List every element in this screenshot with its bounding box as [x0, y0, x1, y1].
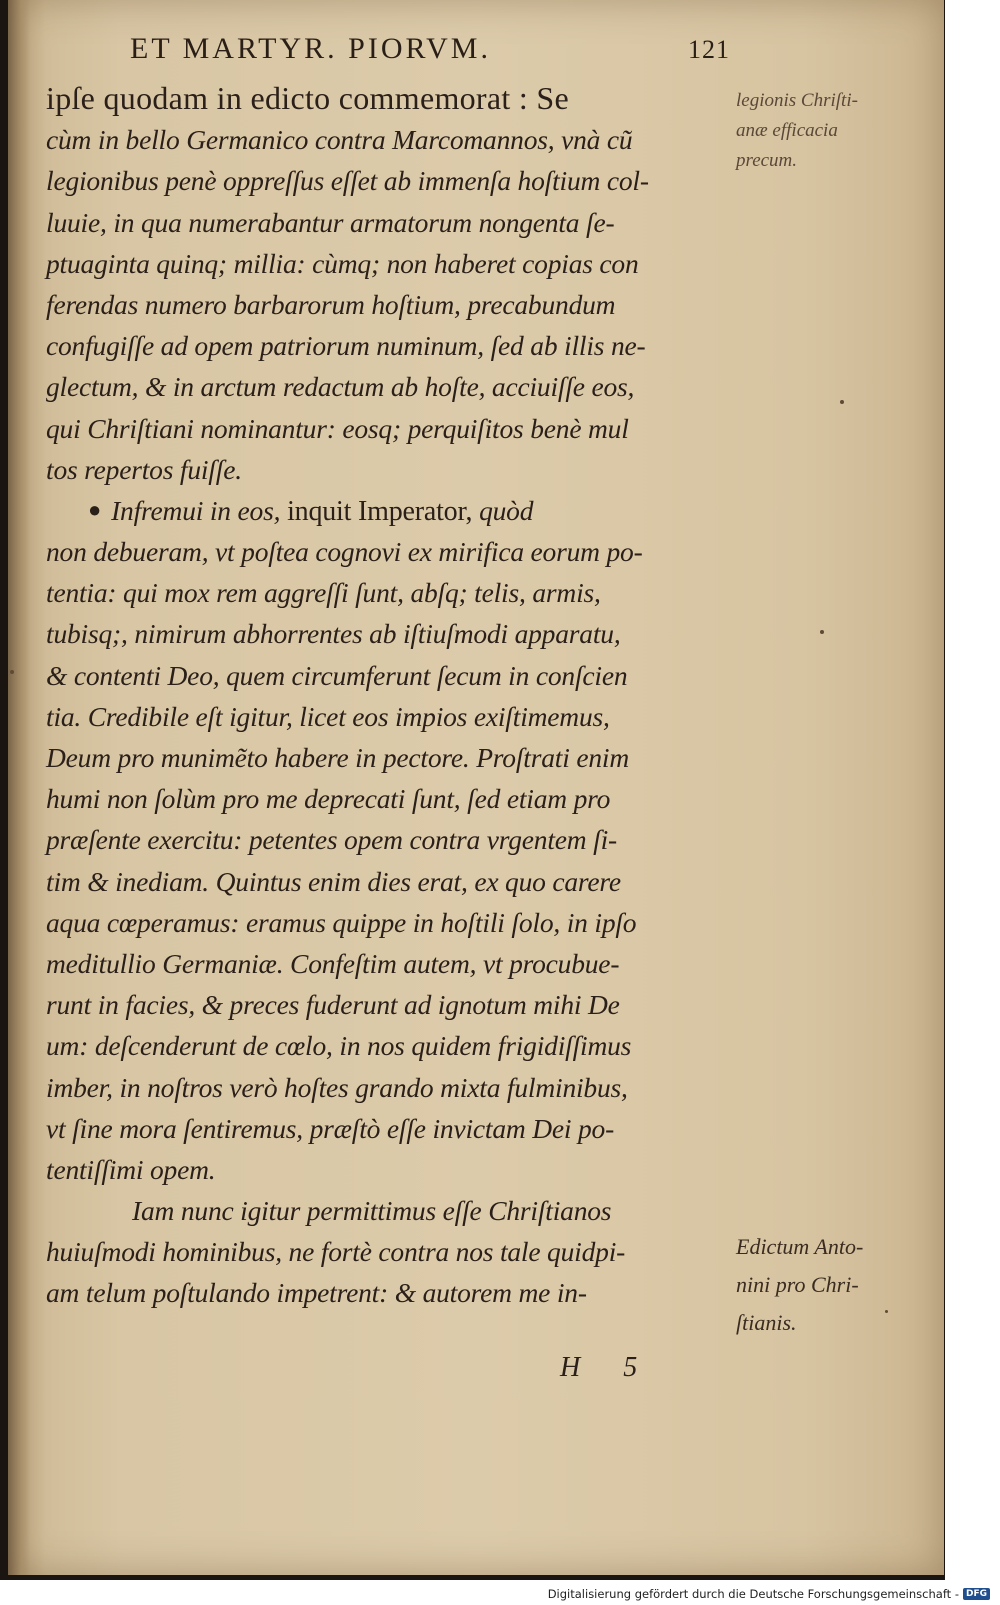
text-line: confugiſſe ad opem patriorum numinum, ſed ab illis ne- — [46, 330, 646, 362]
text-span-roman: inquit Imperator, — [280, 495, 480, 527]
paper-speck — [840, 400, 844, 404]
footer-credit: Digitalisierung gefördert durch die Deutsche Forschungsgemeinschaft - — [547, 1587, 959, 1601]
text-line: qui Chriſtiani nominantur: eosq; perquiſitos benè mul — [46, 412, 629, 444]
marginal-line: Edictum Anto- — [736, 1234, 864, 1259]
running-title: ET MARTYR. PIORVM. — [130, 32, 491, 65]
text-line: imber, in noſtros verò hoſtes grando mixta fulminibus, — [46, 1071, 628, 1103]
text-line: glectum, & in arctum redactum ab hoſte, acciuiſſe eos, — [46, 371, 635, 403]
text-line: aqua cœperamus: eramus quippe in hoſtili ſolo, in ipſo — [46, 906, 637, 938]
marginal-line: nini pro Chri- — [736, 1272, 859, 1297]
text-line: cùm in bello Germanico contra Marcomannos, vnà cũ — [46, 124, 633, 156]
text-line: um: deſcenderunt de cœlo, in nos quidem frigidiſſimus — [46, 1030, 632, 1062]
paper-speck — [885, 1310, 888, 1313]
running-header — [130, 32, 730, 66]
text-line: tentiſſimi opem. — [46, 1153, 216, 1185]
text-line: meditullio Germaniæ. Confeſtim autem, vt procubue- — [46, 947, 620, 979]
marginal-line: legionis Chriſti- — [736, 90, 858, 111]
text-line: runt in facies, & preces fuderunt ad ignotum mihi De — [46, 989, 620, 1021]
paragraph-start-line: Iam nunc igitur permittimus eſſe Chriſtianos — [132, 1195, 612, 1227]
paragraph-start-line — [46, 490, 726, 531]
text-span: quòd — [479, 494, 534, 526]
text-line: ipſe quodam in edicto commemorat : Se — [46, 80, 569, 116]
text-line: Deum pro munimẽto habere in pectore. Proſtrati enim — [46, 742, 629, 773]
text-line: & contenti Deo, quem circumferunt ſecum in conſcien — [46, 659, 628, 691]
text-line: luuie, in qua numerabantur armatorum nongenta ſe- — [46, 206, 615, 238]
marginal-line: anæ efficacia — [736, 120, 838, 141]
paper-speck — [10, 670, 14, 674]
digitization-footer — [548, 1587, 990, 1601]
marginal-line: ſtianis. — [736, 1310, 797, 1335]
text-line: tim & inediam. Quintus enim dies erat, ex quo carere — [46, 865, 621, 897]
text-line: ptuaginta quinq; millia: cùmq; non haberet copias con — [46, 247, 639, 279]
text-line: non debueram, vt poſtea cognovi ex mirifica eorum po- — [46, 536, 643, 568]
paper-speck — [820, 630, 824, 634]
paragraph-mark-icon: ● — [88, 496, 102, 522]
text-line: humi non ſolùm pro me deprecati ſunt, ſed etiam pro — [46, 783, 611, 815]
text-line: tos repertos fuiſſe. — [46, 453, 242, 485]
text-line: am telum poſtulando impetrent: & autorem me in- — [46, 1277, 587, 1309]
main-text — [46, 78, 726, 1314]
text-line: tubisq;, nimirum abhorrentes ab iſtiuſmodi apparatu, — [46, 618, 621, 650]
dfg-logo-icon: DFG — [963, 1588, 990, 1600]
text-line: vt ſine mora ſentiremus, præſtò eſſe invictam Dei po- — [46, 1112, 615, 1144]
text-line: ferendas numero barbarorum hoſtium, precabundum — [46, 288, 616, 320]
marginal-note-edictum — [736, 1228, 863, 1342]
text-line: tentia: qui mox rem aggreſſi ſunt, abſq; telis, armis, — [46, 577, 601, 609]
text-line: tia. Credibile eſt igitur, licet eos impios exiſtimemus, — [46, 700, 610, 732]
text-line: præſente exercitu: petentes opem contra vrgentem ſi- — [46, 824, 617, 856]
text-line: huiuſmodi hominibus, ne fortè contra nos tale quidpi- — [46, 1236, 626, 1268]
page-gutter-shadow — [8, 0, 30, 1575]
marginal-line: precum. — [736, 150, 798, 171]
page-number: 121 — [688, 35, 730, 64]
text-span: Infremui in eos, — [111, 494, 281, 526]
catchword-signature: H 5 — [560, 1352, 656, 1383]
marginal-note-precum — [736, 86, 858, 176]
text-line: legionibus penè oppreſſus eſſet ab immenſa hoſtium col- — [46, 165, 649, 197]
